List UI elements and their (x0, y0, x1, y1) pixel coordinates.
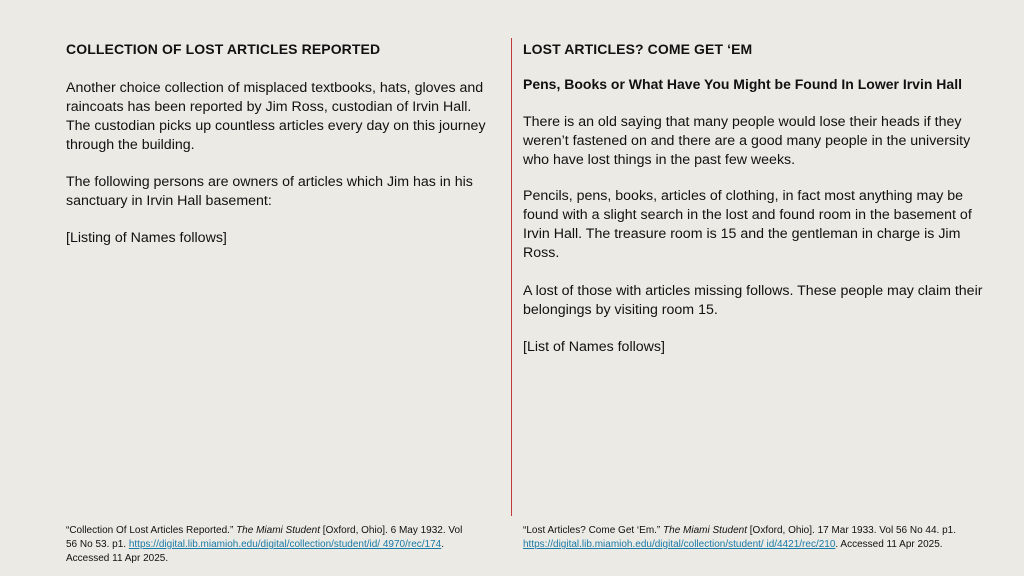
right-citation-details: [Oxford, Ohio]. 17 Mar 1933. Vol 56 No 44. p1. (749, 525, 956, 536)
right-citation-publication: The Miami Student (663, 525, 747, 536)
left-paragraph-2: The following persons are owners of articles which Jim has in his sanctuary in Irvin Hall basement: (66, 174, 473, 209)
right-citation (523, 524, 978, 552)
left-citation-link[interactable]: https://digital.lib.miamioh.edu/digital/collection/student/id/ 4970/rec/174 (128, 539, 442, 550)
right-citation-title: “Lost Articles? Come Get ‘Em.” (523, 525, 661, 536)
right-paragraph-2: Pencils, pens, books, articles of clothing, in fact most anything may be found with a slight search in the lost and found room in the basement of Irvin Hall. The treasure room is 15 and the gentleman in charge is Jim Ross. (523, 188, 972, 261)
left-citation-title: “Collection Of Lost Articles Reported.” (66, 525, 234, 536)
right-paragraph-1: There is an old saying that many people would lose their heads if they weren’t fastened on and there are a good many people in the university who have lost things in the past few weeks. (523, 114, 971, 168)
left-paragraph-3: [Listing of Names follows] (66, 230, 227, 246)
right-paragraph-4: [List of Names follows] (523, 339, 665, 355)
right-heading: LOST ARTICLES? COME GET ‘EM (523, 41, 753, 57)
right-citation-link[interactable]: https://digital.lib.miamioh.edu/digital/collection/student/ id/4421/rec/210 (523, 539, 836, 550)
left-citation (66, 524, 476, 566)
right-citation-accessed: . Accessed 11 Apr 2025. (835, 539, 943, 550)
left-paragraph-1: Another choice collection of misplaced textbooks, hats, gloves and raincoats has been reported by Jim Ross, custodian of Irvin Hall. The custodian picks up countless articles every day on this journey through the building. (66, 80, 486, 153)
left-heading: COLLECTION OF LOST ARTICLES REPORTED (66, 41, 381, 57)
left-citation-accessed: . Accessed 11 Apr 2025. (66, 539, 445, 564)
left-citation-publication: The Miami Student (236, 525, 321, 536)
column-divider (511, 38, 512, 516)
right-paragraph-3: A lost of those with articles missing follows. These people may claim their belongings by visiting room 15. (523, 283, 983, 318)
right-subheading: Pens, Books or What Have You Might be Found In Lower Irvin Hall (523, 76, 962, 92)
left-citation-details: [Oxford, Ohio]. 6 May 1932. Vol 56 No 53. p1. (66, 525, 463, 550)
